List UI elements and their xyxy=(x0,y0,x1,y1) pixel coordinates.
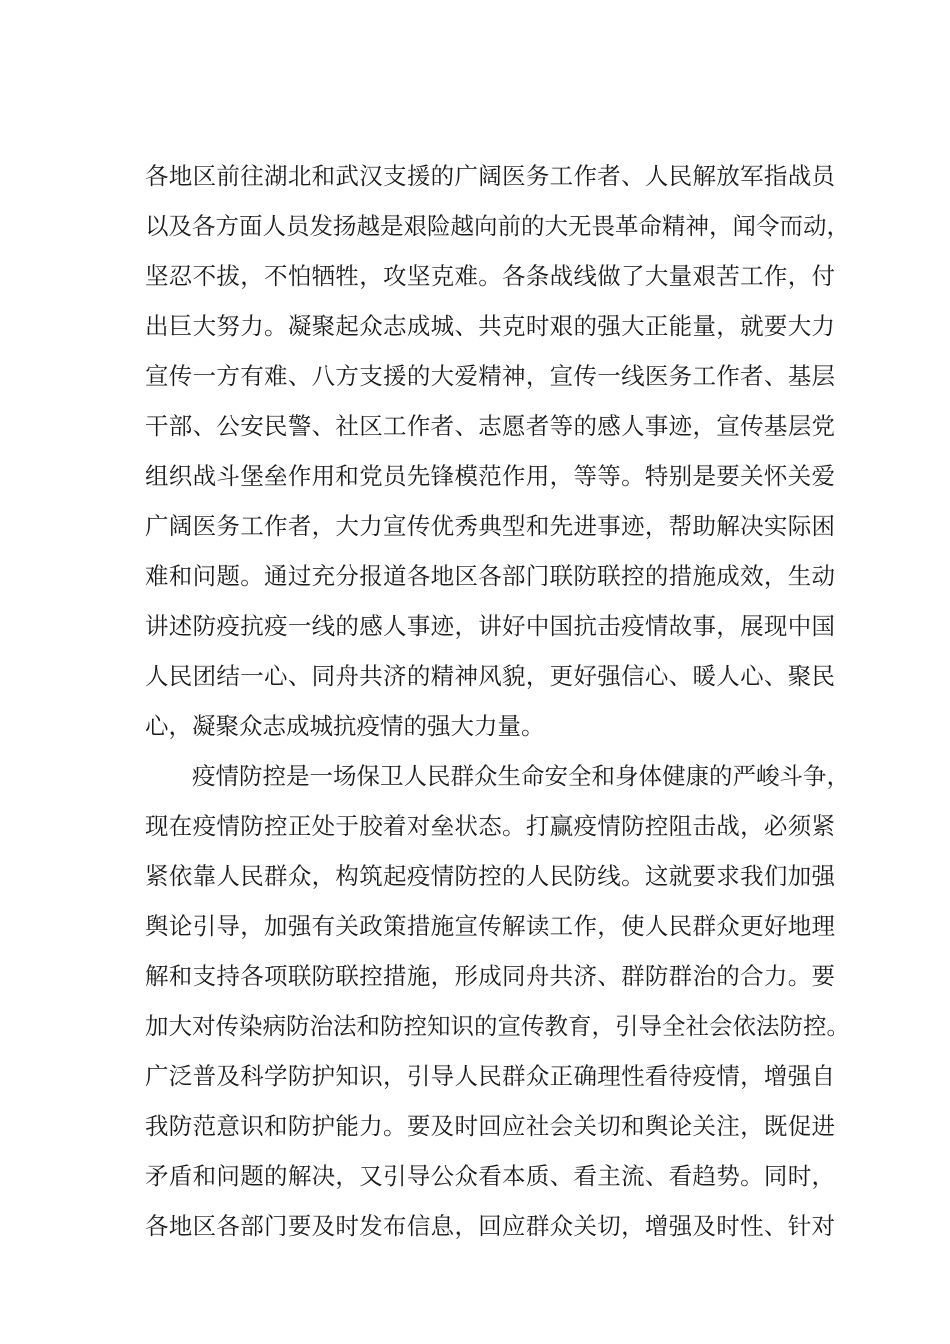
paragraph-line: 各地区各部门要及时发布信息，回应群众关切，增强及时性、针对 xyxy=(145,1211,835,1240)
paragraph-line: 以及各方面人员发扬越是艰险越向前的大无畏革命精神，闻令而动， xyxy=(145,211,850,240)
paragraph-line: 难和问题。通过充分报道各地区各部门联防联控的措施成效，生动 xyxy=(145,561,835,590)
paragraph-line: 矛盾和问题的解决，又引导公众看本质、看主流、看趋势。同时， xyxy=(145,1161,835,1190)
paragraph-line: 加大对传染病防治法和防控知识的宣传教育，引导全社会依法防控。 xyxy=(145,1011,850,1040)
paragraph-line: 心，凝聚众志成城抗疫情的强大力量。 xyxy=(145,711,545,740)
paragraph-line: 宣传一方有难、八方支援的大爱精神，宣传一线医务工作者、基层 xyxy=(145,361,835,390)
paragraph-line: 讲述防疫抗疫一线的感人事迹，讲好中国抗击疫情故事，展现中国 xyxy=(145,611,835,640)
paragraph-line: 各地区前往湖北和武汉支援的广阔医务工作者、人民解放军指战员 xyxy=(145,161,835,190)
paragraph-line: 我防范意识和防护能力。要及时回应社会关切和舆论关注，既促进 xyxy=(145,1111,835,1140)
paragraph-line: 疫情防控是一场保卫人民群众生命安全和身体健康的严峻斗争， xyxy=(192,761,850,790)
paragraph-line: 组织战斗堡垒作用和党员先锋模范作用，等等。特别是要关怀关爱 xyxy=(145,461,835,490)
paragraph-line: 现在疫情防控正处于胶着对垒状态。打赢疫情防控阻击战，必须紧 xyxy=(145,811,835,840)
paragraph-line: 广泛普及科学防护知识，引导人民群众正确理性看待疫情，增强自 xyxy=(145,1061,835,1090)
paragraph-line: 出巨大努力。凝聚起众志成城、共克时艰的强大正能量，就要大力 xyxy=(145,311,835,340)
paragraph-line: 广阔医务工作者，大力宣传优秀典型和先进事迹，帮助解决实际困 xyxy=(145,511,835,540)
paragraph-line: 干部、公安民警、社区工作者、志愿者等的感人事迹，宣传基层党 xyxy=(145,411,835,440)
paragraph-line: 舆论引导，加强有关政策措施宣传解读工作，使人民群众更好地理 xyxy=(145,911,835,940)
paragraph-line: 坚忍不拔，不怕牺牲，攻坚克难。各条战线做了大量艰苦工作，付 xyxy=(145,261,835,290)
paragraph-line: 人民团结一心、同舟共济的精神风貌，更好强信心、暖人心、聚民 xyxy=(145,661,835,690)
paragraph-line: 解和支持各项联防联控措施，形成同舟共济、群防群治的合力。要 xyxy=(145,961,835,990)
paragraph-line: 紧依靠人民群众，构筑起疫情防控的人民防线。这就要求我们加强 xyxy=(145,861,835,890)
